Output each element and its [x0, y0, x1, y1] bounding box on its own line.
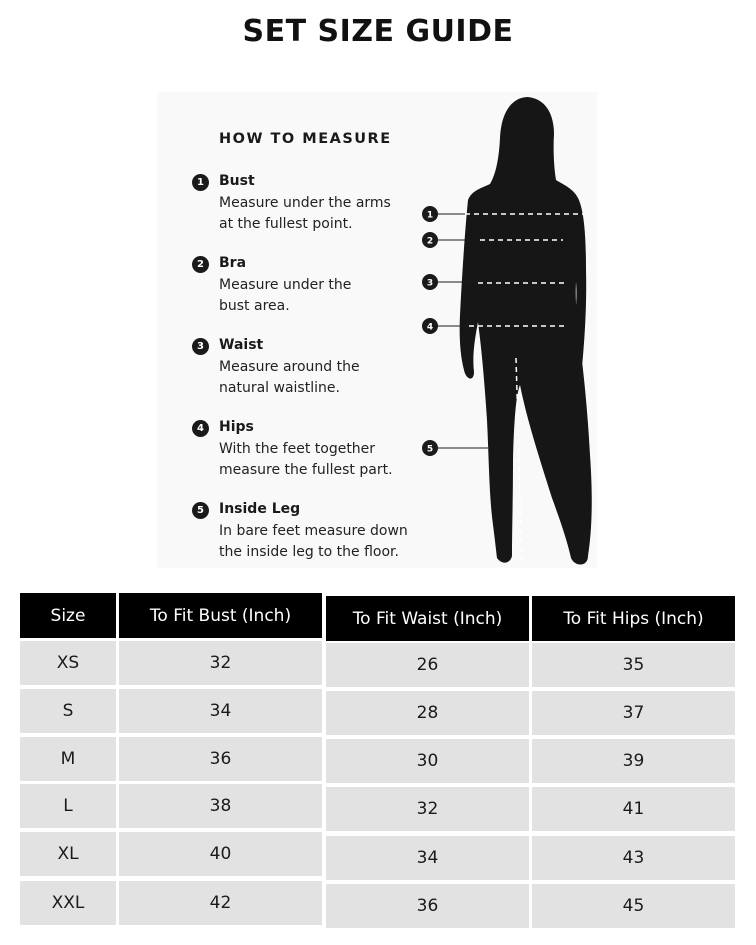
- table-cell-waist: 34: [326, 836, 529, 880]
- table-cell-waist: 26: [326, 643, 529, 687]
- table-cell-waist: 32: [326, 787, 529, 831]
- step-number-badge: 3: [192, 338, 209, 355]
- marker-4: 4: [426, 322, 434, 333]
- table-cell-size: S: [20, 689, 116, 733]
- step-name: Waist: [219, 337, 264, 353]
- step-name: Inside Leg: [219, 501, 301, 517]
- step-description: Measure around the natural waistline.: [219, 359, 360, 396]
- table-cell-hips: 45: [532, 884, 735, 928]
- table-header-size: Size: [20, 593, 116, 638]
- step-name: Bra: [219, 255, 247, 271]
- table-cell-hips: 43: [532, 836, 735, 880]
- table-cell-size: XXL: [20, 881, 116, 925]
- marker-1: 1: [426, 210, 434, 221]
- page-title: SET SIZE GUIDE: [242, 14, 514, 49]
- table-cell-bust: 32: [119, 641, 322, 685]
- table-header-hips: To Fit Hips (Inch): [532, 596, 735, 641]
- body-measurement-figure: [416, 92, 597, 568]
- marker-5: 5: [426, 444, 434, 455]
- step-description: With the feet together measure the fullest part.: [219, 441, 393, 478]
- table-cell-hips: 37: [532, 691, 735, 735]
- step-number-badge: 5: [192, 502, 209, 519]
- how-to-measure-heading: HOW TO MEASURE: [219, 131, 392, 147]
- table-cell-size: M: [20, 737, 116, 781]
- table-cell-waist: 28: [326, 691, 529, 735]
- marker-2: 2: [426, 236, 434, 247]
- step-description: Measure under the arms at the fullest point.: [219, 195, 391, 232]
- step-number-badge: 1: [192, 174, 209, 191]
- measurement-number-markers: [422, 206, 438, 456]
- step-name: Bust: [219, 173, 255, 189]
- table-cell-hips: 41: [532, 787, 735, 831]
- table-cell-bust: 42: [119, 881, 322, 925]
- step-number-badge: 4: [192, 420, 209, 437]
- table-cell-size: L: [20, 784, 116, 828]
- table-cell-waist: 36: [326, 884, 529, 928]
- table-cell-bust: 38: [119, 784, 322, 828]
- table-cell-bust: 40: [119, 832, 322, 876]
- step-number-badge: 2: [192, 256, 209, 273]
- table-header-waist: To Fit Waist (Inch): [326, 596, 529, 641]
- table-cell-hips: 35: [532, 643, 735, 687]
- table-cell-bust: 34: [119, 689, 322, 733]
- table-cell-waist: 30: [326, 739, 529, 783]
- marker-3: 3: [426, 278, 434, 289]
- table-cell-bust: 36: [119, 737, 322, 781]
- woman-silhouette-icon: [460, 97, 592, 565]
- table-cell-size: XS: [20, 641, 116, 685]
- step-description: Measure under the bust area.: [219, 277, 352, 314]
- table-header-bust: To Fit Bust (Inch): [119, 593, 322, 638]
- table-cell-hips: 39: [532, 739, 735, 783]
- step-name: Hips: [219, 419, 254, 435]
- table-cell-size: XL: [20, 832, 116, 876]
- step-description: In bare feet measure down the inside leg to the floor.: [219, 523, 408, 560]
